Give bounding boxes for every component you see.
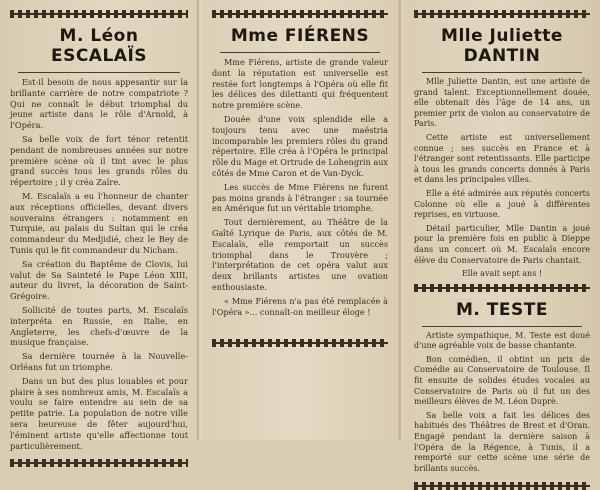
ornament-border xyxy=(10,459,188,467)
paragraph: Sa dernière tournée à la Nouvelle-Orléans fut un triomphe. xyxy=(10,351,188,372)
paragraph: Sa création du Baptême de Clovis, lui valut de Sa Sainteté le Pape Léon XIII, auteur du livret, la décoration de Saint-Grégoire. xyxy=(10,258,188,302)
paragraph: Dans un but des plus louables et pour plaire à ses nombreux amis, M. Escalaïs a voulu se faire entendre au sein de sa petite patrie. La population de notre ville sera heureuse de fêter aujourd'hui, l'éminent artiste qu'elle affectionne tout particulièrement. xyxy=(10,375,188,451)
divider xyxy=(18,72,180,73)
paragraph: Elle avait sept ans ! xyxy=(461,269,543,279)
paragraph: Sa belle voix a fait les délices des habitués des Théâtres de Brest et d'Oran. Engagé pendant la dernière saison à l'Opéra de la Régence, à Tunis, il a remporté sur cette scène une série de brillants succès. xyxy=(414,410,590,473)
ornament-border xyxy=(212,339,388,347)
paragraph: Bon comédien, il obtint un prix de Comédie au Conservatoire de Toulouse. Il fit ensuite de solides études vocales au Conservatoire de Paris où il fut un des meilleurs élèves de M. Léon Duprè. xyxy=(414,354,590,407)
artist-name: Mme FIÉRENS xyxy=(230,26,370,46)
paragraph: Mlle Juliette Dantin, est une artiste de grand talent. Exceptionnellement douée, elle obtenait dès l'âge de 14 ans, un premier prix de violon au conservatoire de Paris. xyxy=(414,77,590,129)
ornament-border xyxy=(414,284,590,292)
ornament-border xyxy=(10,10,188,18)
paragraph: Les succès de Mme Fiérens ne furent pas moins grands à l'étranger : sa tournée en Amérique fut un véritable triomphe. xyxy=(212,181,388,214)
paragraph: M. Escalaïs a eu l'honneur de chanter aux réceptions officielles, devant divers souverains étrangers : notamment en Turquie, au palais du Sultan qui le créa commandeur du Medjidié, chez le Bey de Tunis qui le fit commandeur du Nicham. xyxy=(10,190,188,255)
divider xyxy=(220,52,380,53)
paragraph: Détail particulier, Mlle Dantin a joué pour la première fois en public à Dieppe dans un concert où M. Escalaïs encore élève du Conservatoire de Paris chantait. xyxy=(414,223,590,265)
paragraph: Cette artiste est universellement connue ; ses succès en France et à l'étranger sont retentissants. Elle participe à tous les grands concerts donnés à Paris et dans les principales villes. xyxy=(414,132,590,185)
paragraph: Artiste sympathique, M. Teste est doué d'une agréable voix de basse chantante. xyxy=(414,330,590,351)
paragraph: « Mme Fiérens n'a pas été remplacée à l'Opéra »... connaît-on meilleur éloge ! xyxy=(212,295,388,317)
column-fierens xyxy=(202,0,398,440)
paragraph: Est-il besoin de nous appesantir sur la brillante carrière de notre compatriote ? Qui ne connaît le début triomphal du jeune artiste dans le rôle d'Arnold, à l'Opéra. xyxy=(10,77,188,131)
ornament-border xyxy=(414,10,590,18)
paragraph: Douée d'une voix splendide elle a toujours tenu avec une maëstria incomparable les premiers rôles du grand répertoire. Elle créa à l'Opéra le principal rôle du Mage et Ortrude de Lohengrin aux côtés de Mme Caron et de Van-Dyck. xyxy=(212,113,388,178)
artist-name: M. Léon ESCALAÏS xyxy=(50,26,148,66)
paragraph: Sollicité de toutes parts, M. Escalaïs interpréta en Russie, en Italie, en Angleterre, les chefs-d'œuvre de la musique française. xyxy=(10,304,188,348)
paragraph: Sa belle voix de fort ténor retentit pendant de nombreuses années sur notre première scène où il tint avec le plus grand succès tous les grands rôles du répertoire ; il y créa Zaïre. xyxy=(10,133,188,188)
paragraph: Tout dernièrement, au Théâtre de la Gaîté Lyrique de Paris, aux côtés de M. Escalaïs, elle remportait un succès triomphal dans le Trouvère ; l'interprétation de cet opéra valut aux deux brillants artistes une ovation enthousiaste. xyxy=(212,217,388,292)
divider xyxy=(422,72,582,73)
artist-name: M. TESTE xyxy=(456,299,548,320)
column-dantin-teste xyxy=(404,0,600,473)
ornament-border xyxy=(212,10,388,18)
ornament-border xyxy=(414,482,590,490)
artist-name: Mlle Juliette DANTIN xyxy=(441,26,563,66)
paragraph: Elle a été admirée aux réputés concerts Colonne où elle a joué à différentes reprises, en virtuose. xyxy=(414,188,590,220)
paragraph: Mme Fiérens, artiste de grande valeur dont la réputation est universelle est restée fort longtemps à l'Opéra où elle fit les délices des dilettanti qui fréquentent notre première scène. xyxy=(212,57,388,111)
divider xyxy=(422,326,582,327)
column-escalais xyxy=(0,0,198,451)
